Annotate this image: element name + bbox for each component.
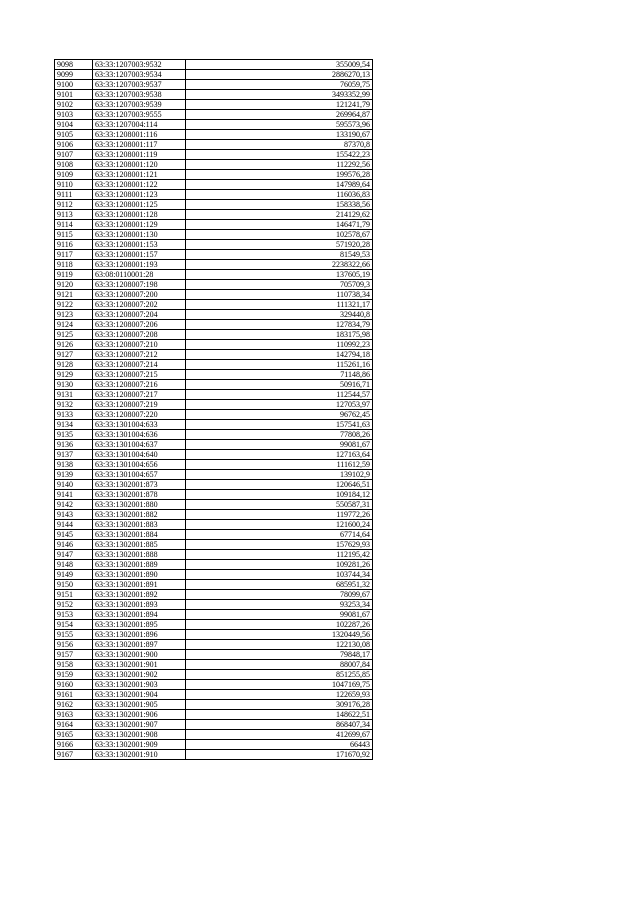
cadastral-value: 550587,31 [186,500,373,510]
cadastral-number: 63:33:1302001:904 [93,690,186,700]
table-row [55,230,373,240]
cadastral-number: 63:33:1302001:882 [93,510,186,520]
row-number: 9117 [55,250,93,260]
row-number: 9134 [55,420,93,430]
table-row [55,350,373,360]
row-number: 9160 [55,680,93,690]
row-number: 9111 [55,190,93,200]
cadastral-value: 76059,75 [186,80,373,90]
row-number: 9127 [55,350,93,360]
row-number: 9162 [55,700,93,710]
cadastral-value: 595573,96 [186,120,373,130]
cadastral-value: 109281,26 [186,560,373,570]
cadastral-number: 63:33:1208001:117 [93,140,186,150]
cadastral-number: 63:33:1302001:884 [93,530,186,540]
table-row [55,120,373,130]
row-number: 9155 [55,630,93,640]
cadastral-value: 133190,67 [186,130,373,140]
row-number: 9105 [55,130,93,140]
cadastral-number: 63:33:1302001:885 [93,540,186,550]
cadastral-number: 63:33:1208001:128 [93,210,186,220]
cadastral-number: 63:33:1207003:9539 [93,100,186,110]
cadastral-number: 63:33:1208007:220 [93,410,186,420]
cadastral-number: 63:33:1208007:202 [93,300,186,310]
cadastral-number: 63:33:1208007:200 [93,290,186,300]
table-row [55,210,373,220]
cadastral-value: 269964,87 [186,110,373,120]
table-row [55,60,373,70]
cadastral-value: 146471,79 [186,220,373,230]
cadastral-number: 63:33:1208007:198 [93,280,186,290]
table-row [55,270,373,280]
table-row [55,470,373,480]
table-row [55,400,373,410]
table-row [55,570,373,580]
cadastral-value: 112292,56 [186,160,373,170]
table-row [55,530,373,540]
cadastral-number: 63:33:1208007:206 [93,320,186,330]
cadastral-number: 63:33:1208001:122 [93,180,186,190]
row-number: 9148 [55,560,93,570]
cadastral-value: 214129,62 [186,210,373,220]
cadastral-value: 102578,67 [186,230,373,240]
table-row [55,500,373,510]
cadastral-number: 63:33:1302001:908 [93,730,186,740]
table-row [55,90,373,100]
table-row [55,690,373,700]
cadastral-number: 63:33:1208007:214 [93,360,186,370]
table-row [55,130,373,140]
row-number: 9143 [55,510,93,520]
cadastral-value: 199576,28 [186,170,373,180]
table-row [55,510,373,520]
cadastral-value: 329440,8 [186,310,373,320]
row-number: 9107 [55,150,93,160]
cadastral-value: 355009,54 [186,60,373,70]
table-row [55,200,373,210]
cadastral-value: 81549,53 [186,250,373,260]
cadastral-number: 63:33:1301004:657 [93,470,186,480]
row-number: 9147 [55,550,93,560]
table-body [55,60,373,760]
table-row [55,460,373,470]
table-row [55,620,373,630]
row-number: 9135 [55,430,93,440]
cadastral-value: 139102,9 [186,470,373,480]
table-row [55,450,373,460]
cadastral-number: 63:33:1207003:9532 [93,60,186,70]
row-number: 9145 [55,530,93,540]
cadastral-value: 111612,59 [186,460,373,470]
table-row [55,720,373,730]
row-number: 9123 [55,310,93,320]
row-number: 9098 [55,60,93,70]
cadastral-value: 99081,67 [186,610,373,620]
cadastral-value: 412699,67 [186,730,373,740]
cadastral-number: 63:33:1302001:897 [93,640,186,650]
cadastral-value: 685951,32 [186,580,373,590]
cadastral-value: 109184,12 [186,490,373,500]
row-number: 9132 [55,400,93,410]
cadastral-value: 87370,8 [186,140,373,150]
table-row [55,680,373,690]
row-number: 9099 [55,70,93,80]
row-number: 9114 [55,220,93,230]
row-number: 9141 [55,490,93,500]
table-row [55,380,373,390]
cadastral-value: 127834,79 [186,320,373,330]
cadastral-number: 63:08:0110001:28 [93,270,186,280]
cadastral-value: 171670,92 [186,750,373,760]
cadastral-number: 63:33:1208001:120 [93,160,186,170]
table-row [55,560,373,570]
cadastral-number: 63:33:1207003:9555 [93,110,186,120]
row-number: 9153 [55,610,93,620]
cadastral-number: 63:33:1302001:883 [93,520,186,530]
cadastral-value: 122659,93 [186,690,373,700]
cadastral-value: 142794,18 [186,350,373,360]
table-row [55,360,373,370]
cadastral-value: 67714,64 [186,530,373,540]
table-row [55,180,373,190]
table-row [55,110,373,120]
table-row [55,70,373,80]
cadastral-number: 63:33:1208001:116 [93,130,186,140]
row-number: 9131 [55,390,93,400]
cadastral-value: 158338,56 [186,200,373,210]
cadastral-number: 63:33:1207004:114 [93,120,186,130]
row-number: 9151 [55,590,93,600]
table-row [55,310,373,320]
table-row [55,160,373,170]
cadastral-number: 63:33:1208001:130 [93,230,186,240]
cadastral-number: 63:33:1208007:212 [93,350,186,360]
row-number: 9165 [55,730,93,740]
cadastral-number: 63:33:1302001:907 [93,720,186,730]
cadastral-value: 110992,23 [186,340,373,350]
table-row [55,480,373,490]
cadastral-number: 63:33:1302001:892 [93,590,186,600]
cadastral-number: 63:33:1302001:901 [93,660,186,670]
row-number: 9144 [55,520,93,530]
cadastral-number: 63:33:1208007:216 [93,380,186,390]
cadastral-value: 1320449,56 [186,630,373,640]
cadastral-number: 63:33:1302001:895 [93,620,186,630]
table-row [55,440,373,450]
row-number: 9110 [55,180,93,190]
cadastral-number: 63:33:1207003:9537 [93,80,186,90]
cadastral-value: 66443 [186,740,373,750]
table-row [55,170,373,180]
cadastral-number: 63:33:1302001:905 [93,700,186,710]
cadastral-number: 63:33:1302001:896 [93,630,186,640]
table-row [55,370,373,380]
cadastral-number: 63:33:1302001:894 [93,610,186,620]
row-number: 9159 [55,670,93,680]
cadastral-value: 99081,67 [186,440,373,450]
cadastral-number: 63:33:1208001:121 [93,170,186,180]
table-row [55,700,373,710]
table-row [55,330,373,340]
cadastral-number: 63:33:1208001:153 [93,240,186,250]
cadastral-number: 63:33:1301004:633 [93,420,186,430]
cadastral-number: 63:33:1301004:640 [93,450,186,460]
cadastral-value: 157629,93 [186,540,373,550]
cadastral-value: 155422,23 [186,150,373,160]
cadastral-number: 63:33:1302001:893 [93,600,186,610]
row-number: 9140 [55,480,93,490]
cadastral-number: 63:33:1208001:193 [93,260,186,270]
table-row [55,520,373,530]
cadastral-number: 63:33:1208001:119 [93,150,186,160]
cadastral-value: 1047169,75 [186,680,373,690]
cadastral-number: 63:33:1207003:9534 [93,70,186,80]
cadastral-value: 79848,17 [186,650,373,660]
table-row [55,410,373,420]
cadastral-value: 148622,51 [186,710,373,720]
table-row [55,610,373,620]
cadastral-value: 78099,67 [186,590,373,600]
table-row [55,250,373,260]
table-row [55,710,373,720]
table-row [55,540,373,550]
cadastral-value: 183175,98 [186,330,373,340]
cadastral-number: 63:33:1302001:878 [93,490,186,500]
cadastral-number: 63:33:1302001:900 [93,650,186,660]
cadastral-value: 127163,64 [186,450,373,460]
row-number: 9112 [55,200,93,210]
table-row [55,390,373,400]
cadastral-number: 63:33:1302001:889 [93,560,186,570]
table-row [55,190,373,200]
row-number: 9109 [55,170,93,180]
cadastral-value: 110738,34 [186,290,373,300]
cadastral-number: 63:33:1302001:891 [93,580,186,590]
cadastral-number: 63:33:1208007:204 [93,310,186,320]
cadastral-value: 112195,42 [186,550,373,560]
row-number: 9158 [55,660,93,670]
cadastral-value: 77808,26 [186,430,373,440]
cadastral-value: 103744,34 [186,570,373,580]
row-number: 9137 [55,450,93,460]
cadastral-value: 2238322,66 [186,260,373,270]
row-number: 9119 [55,270,93,280]
table-row [55,600,373,610]
cadastral-number: 63:33:1208007:219 [93,400,186,410]
cadastral-value: 571920,28 [186,240,373,250]
table-row [55,730,373,740]
table-row [55,290,373,300]
cadastral-value: 93253,34 [186,600,373,610]
cadastral-number: 63:33:1208001:129 [93,220,186,230]
cadastral-value: 868407,34 [186,720,373,730]
row-number: 9139 [55,470,93,480]
cadastral-value: 71148,86 [186,370,373,380]
cadastral-value: 120646,51 [186,480,373,490]
cadastral-number: 63:33:1208001:125 [93,200,186,210]
cadastral-value: 119772,26 [186,510,373,520]
cadastral-number: 63:33:1302001:906 [93,710,186,720]
table-row [55,430,373,440]
row-number: 9104 [55,120,93,130]
cadastral-value: 147989,64 [186,180,373,190]
cadastral-number: 63:33:1208001:123 [93,190,186,200]
row-number: 9108 [55,160,93,170]
row-number: 9118 [55,260,93,270]
cadastral-value: 116036,83 [186,190,373,200]
cadastral-value: 705709,3 [186,280,373,290]
cadastral-value: 111321,17 [186,300,373,310]
cadastral-value: 102287,26 [186,620,373,630]
row-number: 9164 [55,720,93,730]
table-row [55,490,373,500]
cadastral-value: 121241,79 [186,100,373,110]
table-row [55,640,373,650]
cadastral-value: 112544,57 [186,390,373,400]
row-number: 9161 [55,690,93,700]
cadastral-value: 309176,28 [186,700,373,710]
cadastral-number: 63:33:1208007:217 [93,390,186,400]
row-number: 9128 [55,360,93,370]
cadastral-value: 115261,16 [186,360,373,370]
cadastral-number: 63:33:1208007:210 [93,340,186,350]
row-number: 9146 [55,540,93,550]
table-row [55,280,373,290]
row-number: 9156 [55,640,93,650]
row-number: 9125 [55,330,93,340]
row-number: 9126 [55,340,93,350]
cadastral-value: 50916,71 [186,380,373,390]
row-number: 9100 [55,80,93,90]
row-number: 9166 [55,740,93,750]
table-row [55,340,373,350]
cadastral-number: 63:33:1301004:636 [93,430,186,440]
row-number: 9130 [55,380,93,390]
table-row [55,320,373,330]
table-row [55,100,373,110]
cadastral-value: 88007,84 [186,660,373,670]
cadastral-number: 63:33:1302001:873 [93,480,186,490]
row-number: 9124 [55,320,93,330]
cadastral-value: 127053,97 [186,400,373,410]
cadastral-value: 157541,63 [186,420,373,430]
table-row [55,650,373,660]
cadastral-value: 3493352,99 [186,90,373,100]
row-number: 9122 [55,300,93,310]
row-number: 9157 [55,650,93,660]
table-row [55,660,373,670]
cadastral-number: 63:33:1301004:637 [93,440,186,450]
table-row [55,240,373,250]
cadastral-number: 63:33:1301004:656 [93,460,186,470]
table-row [55,300,373,310]
cadastral-number: 63:33:1302001:888 [93,550,186,560]
row-number: 9116 [55,240,93,250]
cadastral-number: 63:33:1302001:910 [93,750,186,760]
row-number: 9106 [55,140,93,150]
row-number: 9113 [55,210,93,220]
cadastral-number: 63:33:1208001:157 [93,250,186,260]
row-number: 9149 [55,570,93,580]
row-number: 9133 [55,410,93,420]
cadastral-number: 63:33:1302001:880 [93,500,186,510]
cadastral-value-table [54,59,373,760]
row-number: 9121 [55,290,93,300]
row-number: 9152 [55,600,93,610]
table-row [55,670,373,680]
table-row [55,750,373,760]
table-row [55,550,373,560]
cadastral-number: 63:33:1302001:902 [93,670,186,680]
cadastral-value: 851255,85 [186,670,373,680]
table-row [55,260,373,270]
row-number: 9167 [55,750,93,760]
table-row [55,740,373,750]
row-number: 9136 [55,440,93,450]
cadastral-number: 63:33:1208007:208 [93,330,186,340]
table-row [55,220,373,230]
row-number: 9103 [55,110,93,120]
cadastral-number: 63:33:1208007:215 [93,370,186,380]
table-row [55,140,373,150]
table-row [55,630,373,640]
row-number: 9129 [55,370,93,380]
cadastral-number: 63:33:1207003:9538 [93,90,186,100]
table-row [55,580,373,590]
row-number: 9102 [55,100,93,110]
table-row [55,150,373,160]
row-number: 9120 [55,280,93,290]
row-number: 9150 [55,580,93,590]
cadastral-value: 137605,19 [186,270,373,280]
cadastral-value: 121600,24 [186,520,373,530]
row-number: 9142 [55,500,93,510]
row-number: 9163 [55,710,93,720]
cadastral-number: 63:33:1302001:909 [93,740,186,750]
row-number: 9138 [55,460,93,470]
table-row [55,80,373,90]
cadastral-value: 96762,45 [186,410,373,420]
row-number: 9154 [55,620,93,630]
cadastral-number: 63:33:1302001:890 [93,570,186,580]
row-number: 9101 [55,90,93,100]
table-row [55,420,373,430]
cadastral-number: 63:33:1302001:903 [93,680,186,690]
row-number: 9115 [55,230,93,240]
cadastral-value: 122130,08 [186,640,373,650]
cadastral-value: 2886270,13 [186,70,373,80]
table-row [55,590,373,600]
